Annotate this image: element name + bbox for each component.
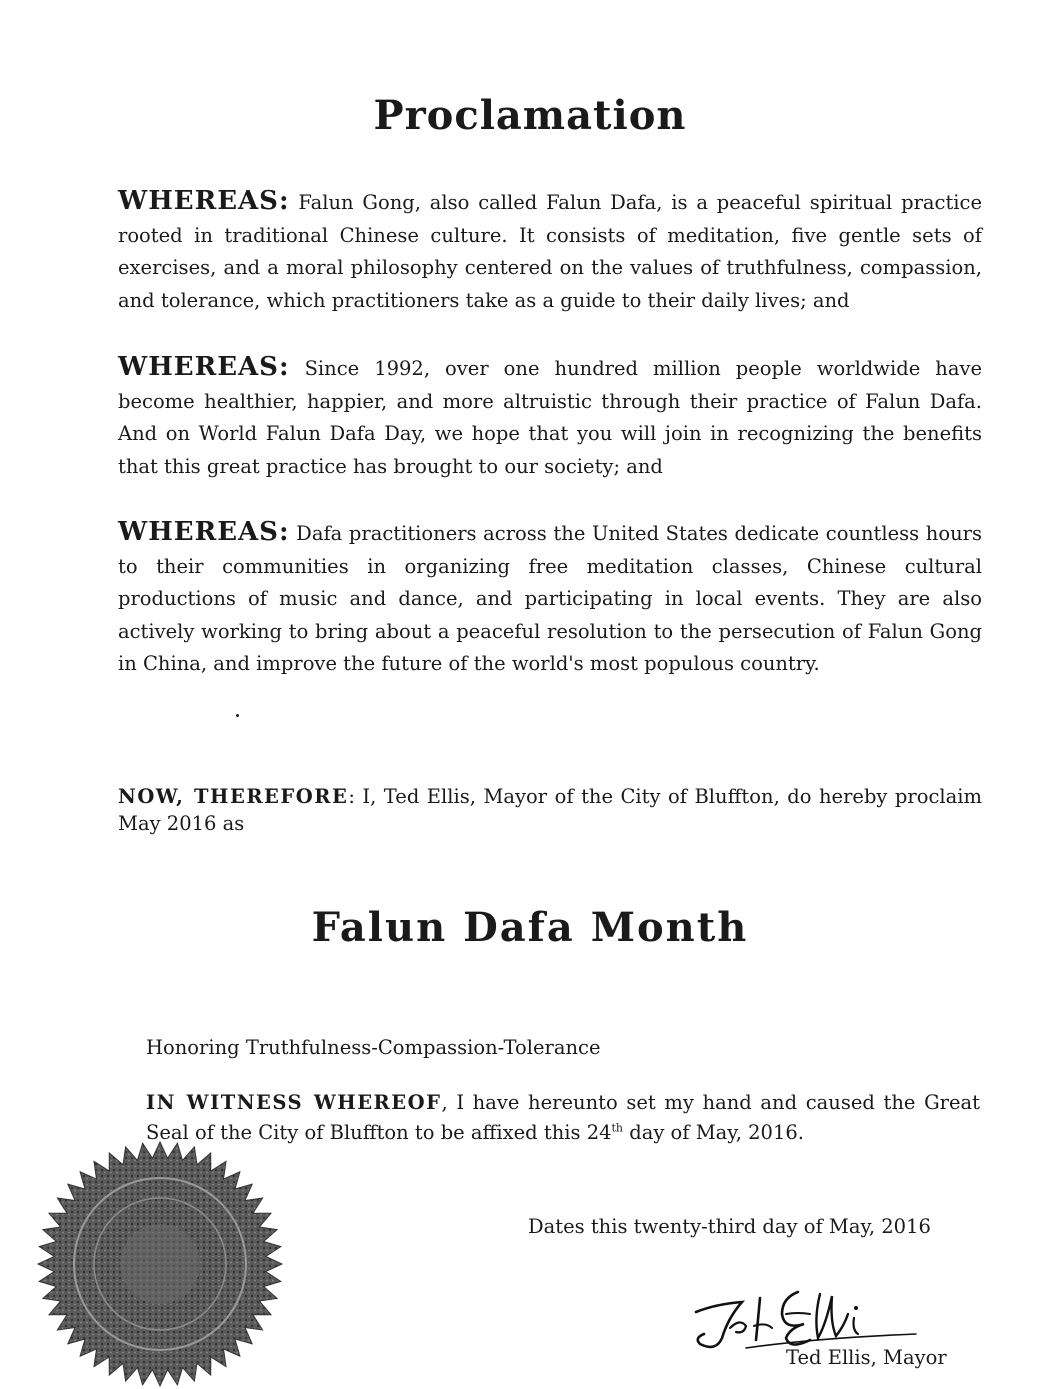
whereas-paragraph-1 xyxy=(118,185,982,317)
city-seal-icon xyxy=(28,1138,292,1389)
whereas-lead: WHEREAS: xyxy=(118,517,290,547)
honoring-line: Honoring Truthfulness-Compassion-Tolerance xyxy=(146,1036,601,1059)
whereas-lead: WHEREAS: xyxy=(118,352,290,382)
stray-mark xyxy=(236,714,239,717)
paragraph-text: day of May, 2016. xyxy=(623,1121,804,1144)
paragraph-text: : I, Ted Ellis, Mayor of the City of Bluffton, do hereby proclaim May 2016 as xyxy=(118,785,982,835)
paragraph-text: , I have hereunto set my hand and caused the Great Seal of the City of Bluffton to be affixed this 24 xyxy=(146,1091,980,1144)
whereas-lead: WHEREAS: xyxy=(118,186,290,216)
signer-name: Ted Ellis, Mayor xyxy=(786,1346,947,1369)
therefore-lead: NOW, THEREFORE xyxy=(118,785,349,808)
whereas-paragraph-2 xyxy=(118,351,982,483)
paragraph-text: Falun Gong, also called Falun Dafa, is a peaceful spiritual practice rooted in traditional Chinese culture. It consists of meditation, five gentle sets of exercises, and a moral philosophy centered on the values of truthfulness, compassion, and tolerance, which practitioners take as a guide to their daily lives; and xyxy=(118,191,982,312)
paragraph-text: Dafa practitioners across the United States dedicate countless hours to their communities in organizing free meditation classes, Chinese cultural productions of music and dance, and participating in local events. They are also actively working to bring about a peaceful resolution to the persecution of Falun Gong in China, and improve the future of the world's most populous country. xyxy=(118,522,982,675)
ordinal-suffix: th xyxy=(611,1121,624,1135)
paragraph-text: Since 1992, over one hundred million people worldwide have become healthier, happier, and more altruistic through their practice of Falun Dafa. And on World Falun Dafa Day, we hope that you will join in recognizing the benefits that this great practice has brought to our society; and xyxy=(118,357,982,478)
signature-dot xyxy=(854,1306,858,1310)
month-title: Falun Dafa Month xyxy=(311,904,749,951)
witness-lead: IN WITNESS WHEREOF xyxy=(146,1091,442,1114)
page-title: Proclamation xyxy=(373,92,687,139)
whereas-paragraph-3 xyxy=(118,516,982,681)
therefore-paragraph xyxy=(118,783,982,837)
dated-line: Dates this twenty-third day of May, 2016 xyxy=(528,1215,931,1238)
